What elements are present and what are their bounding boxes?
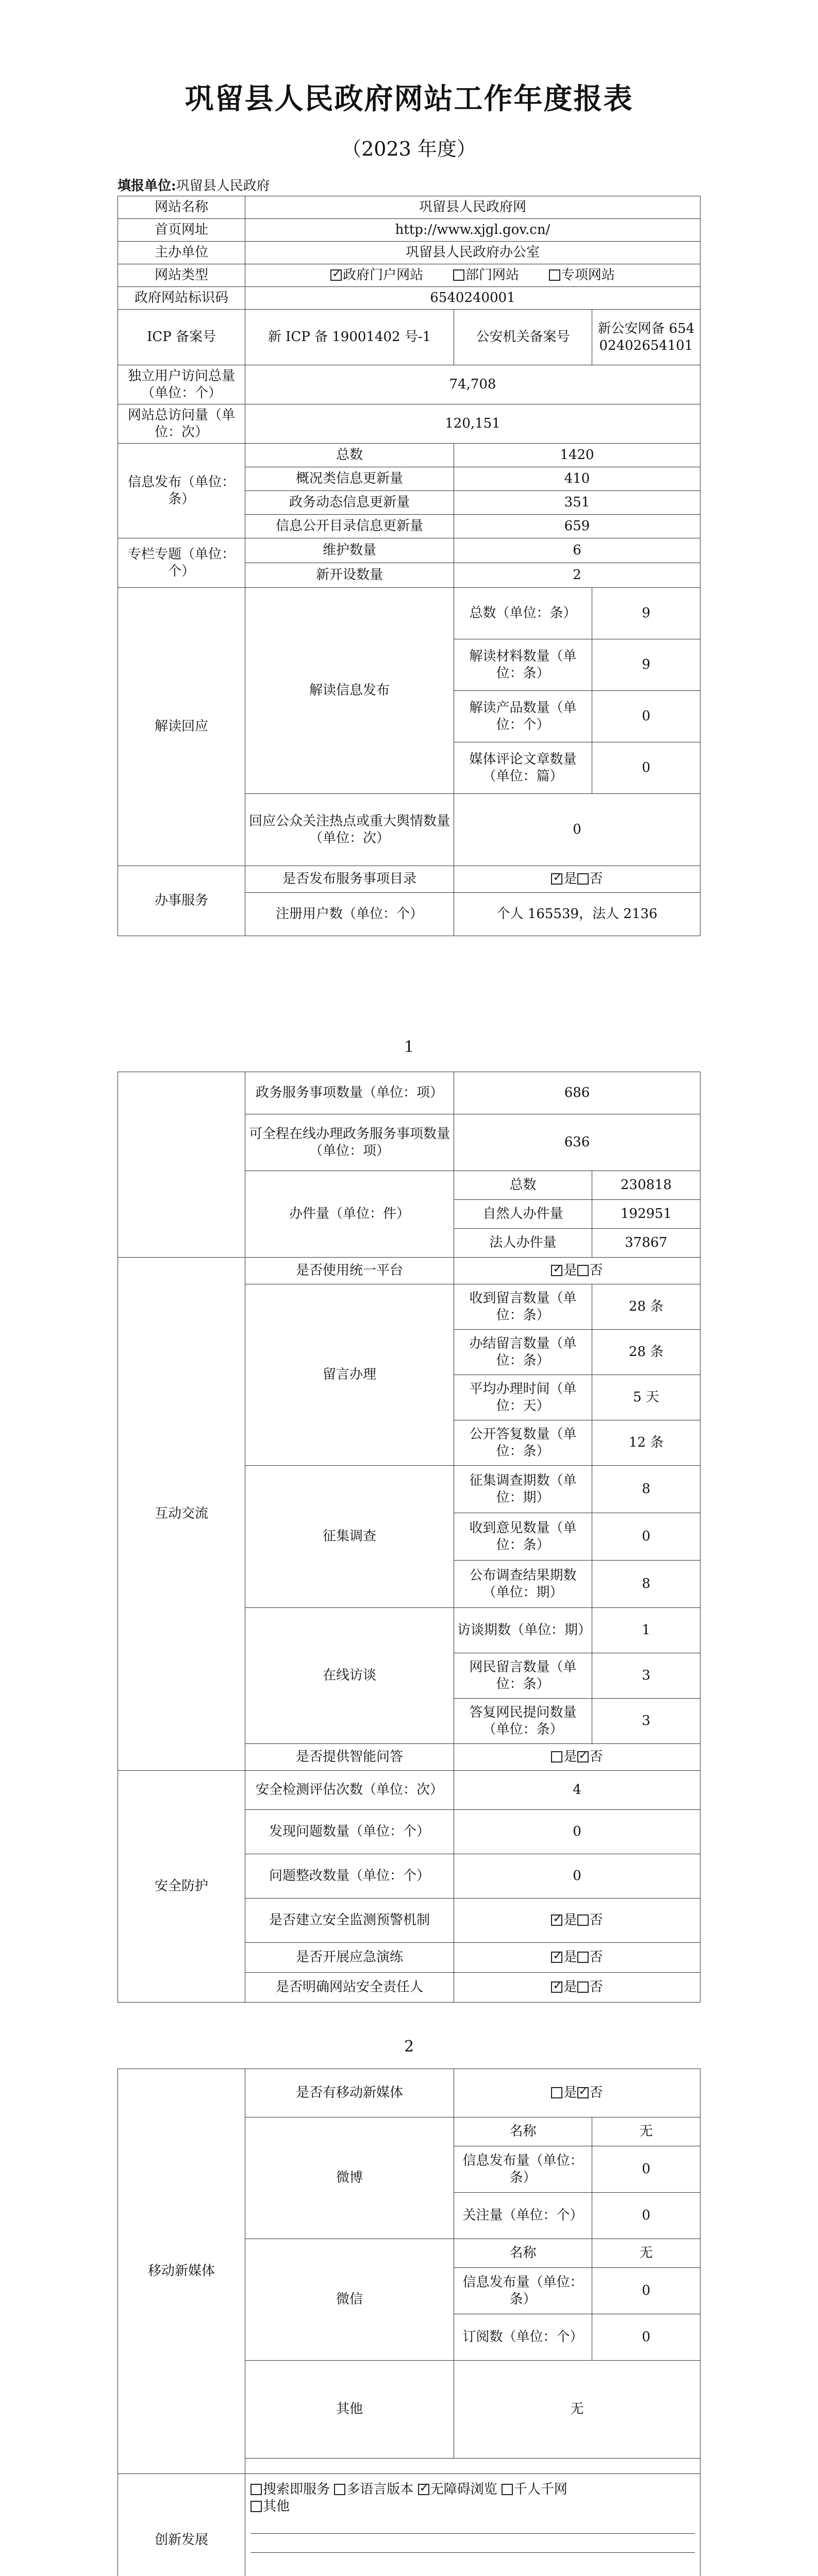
table-page-1 bbox=[118, 196, 700, 936]
checkbox-empty-icon bbox=[551, 1751, 562, 1762]
wechat-row-value: 无 bbox=[592, 2239, 700, 2268]
checkbox-checked-icon bbox=[577, 1751, 589, 1762]
info-row-value: 659 bbox=[454, 515, 700, 538]
label-total-views: 网站总访问量（单位：次） bbox=[118, 404, 245, 444]
reg-users: 个人 165539，法人 2136 bbox=[454, 893, 700, 936]
msg-row-label: 平均办理时间（单位：天） bbox=[454, 1375, 592, 1420]
filler-unit: 填报单位:巩留县人民政府 bbox=[118, 178, 270, 194]
police-number: 新公安网备 65402402654101 bbox=[592, 310, 700, 365]
interpret-row-value: 9 bbox=[592, 639, 700, 691]
items-value: 686 bbox=[454, 1072, 700, 1114]
label-responsible: 是否明确网站安全责任人 bbox=[245, 1973, 454, 2003]
checkbox-empty-icon bbox=[577, 1981, 589, 1993]
platform-yes-no: ✓ 是 否 bbox=[454, 1258, 700, 1284]
msg-row-value: 5 天 bbox=[592, 1375, 700, 1420]
label-talk: 在线访谈 bbox=[245, 1608, 454, 1744]
wechat-row-value: 0 bbox=[592, 2314, 700, 2361]
drill-yes-no: ✓ 是 否 bbox=[454, 1943, 700, 1973]
label-host: 主办单位 bbox=[118, 242, 245, 264]
label-other-media: 其他 bbox=[245, 2361, 454, 2459]
survey-row-value: 8 bbox=[592, 1561, 700, 1608]
label-weibo: 微博 bbox=[245, 2117, 454, 2239]
weibo-row-value: 0 bbox=[592, 2193, 700, 2239]
interpret-row-value: 9 bbox=[592, 588, 700, 639]
interpret-row-label: 解读产品数量（单位：个） bbox=[454, 691, 592, 742]
case-row-value: 192951 bbox=[592, 1200, 700, 1229]
checkbox-empty-icon bbox=[551, 2087, 562, 2098]
label-security: 安全防护 bbox=[118, 1771, 245, 2003]
msg-row-value: 12 条 bbox=[592, 1420, 700, 1466]
label-service: 办事服务 bbox=[118, 866, 245, 936]
weibo-row-value: 无 bbox=[592, 2117, 700, 2146]
wechat-row-label: 名称 bbox=[454, 2239, 592, 2268]
checkbox-empty-icon bbox=[577, 1265, 589, 1276]
msg-row-label: 收到留言数量（单位：条） bbox=[454, 1284, 592, 1330]
label-wechat: 微信 bbox=[245, 2239, 454, 2361]
responsible-yes-no: ✓ 是 否 bbox=[454, 1973, 700, 2003]
security-row-label: 问题整改数量（单位：个） bbox=[245, 1854, 454, 1899]
label-mobile: 移动新媒体 bbox=[118, 2069, 245, 2474]
survey-row-label: 公布调查结果期数（单位：期） bbox=[454, 1561, 592, 1608]
info-row-value: 1420 bbox=[454, 444, 700, 467]
interpret-row-label: 总数（单位：条） bbox=[454, 588, 592, 639]
checkbox-empty-icon bbox=[577, 873, 589, 885]
label-drill: 是否开展应急演练 bbox=[245, 1943, 454, 1973]
msg-row-label: 办结留言数量（单位：条） bbox=[454, 1330, 592, 1375]
talk-row-value: 3 bbox=[592, 1699, 700, 1744]
label-site-type: 网站类型 bbox=[118, 264, 245, 287]
label-smart-qa: 是否提供智能问答 bbox=[245, 1744, 454, 1771]
total-views: 120,151 bbox=[245, 404, 700, 444]
info-row-value: 351 bbox=[454, 491, 700, 515]
interpret-row-label: 解读材料数量（单位：条） bbox=[454, 639, 592, 691]
msg-row-value: 28 条 bbox=[592, 1330, 700, 1375]
has-mobile-yes-no: 是✓ 否 bbox=[454, 2069, 700, 2117]
icp-number: 新 ICP 备 19001402 号-1 bbox=[245, 310, 454, 365]
weibo-row-label: 信息发布量（单位：条） bbox=[454, 2146, 592, 2193]
checkbox-empty-icon bbox=[251, 2484, 262, 2495]
label-survey: 征集调查 bbox=[245, 1466, 454, 1608]
label-online: 可全程在线办理政务服务事项数量（单位：项） bbox=[245, 1114, 454, 1171]
label-catalog: 是否发布服务事项目录 bbox=[245, 866, 454, 893]
smart-qa-yes-no: 是✓ 否 bbox=[454, 1744, 700, 1771]
msg-row-label: 公开答复数量（单位：条） bbox=[454, 1420, 592, 1466]
label-monitor: 是否建立安全监测预警机制 bbox=[245, 1899, 454, 1943]
checkbox-checked-icon bbox=[330, 269, 342, 281]
checkbox-checked-icon bbox=[551, 873, 562, 885]
checkbox-checked-icon bbox=[577, 2087, 589, 2098]
page-number: 2 bbox=[404, 2038, 414, 2056]
case-row-label: 总数 bbox=[454, 1171, 592, 1200]
wechat-row-label: 信息发布量（单位：条） bbox=[454, 2268, 592, 2314]
label-platform: 是否使用统一平台 bbox=[245, 1258, 454, 1284]
label-response: 回应公众关注热点或重大舆情数量（单位：次） bbox=[245, 794, 454, 866]
info-row-label: 信息公开目录信息更新量 bbox=[245, 515, 454, 538]
checkbox-empty-icon bbox=[549, 269, 560, 281]
site-url: http://www.xjgl.gov.cn/ bbox=[245, 219, 700, 242]
unique-users: 74,708 bbox=[245, 365, 700, 404]
monitor-yes-no: ✓ 是 否 bbox=[454, 1899, 700, 1943]
survey-row-value: 0 bbox=[592, 1513, 700, 1561]
label-cases: 办件量（单位：件） bbox=[245, 1171, 454, 1258]
talk-row-value: 3 bbox=[592, 1653, 700, 1699]
column-row-label: 维护数量 bbox=[245, 538, 454, 563]
checkbox-checked-icon bbox=[551, 1981, 562, 1993]
survey-row-label: 征集调查期数（单位：期） bbox=[454, 1466, 592, 1513]
label-site-name: 网站名称 bbox=[118, 196, 245, 219]
checkbox-empty-icon bbox=[502, 2484, 513, 2495]
catalog-yes-no: ✓ 是 否 bbox=[454, 866, 700, 893]
label-msg: 留言办理 bbox=[245, 1284, 454, 1466]
interpret-row-label: 媒体评论文章数量（单位：篇） bbox=[454, 742, 592, 794]
weibo-row-value: 0 bbox=[592, 2146, 700, 2193]
checkbox-empty-icon bbox=[251, 2501, 262, 2512]
weibo-row-label: 名称 bbox=[454, 2117, 592, 2146]
label-interpret: 解读回应 bbox=[118, 588, 245, 866]
security-row-value: 0 bbox=[454, 1854, 700, 1899]
checkbox-empty-icon bbox=[577, 1914, 589, 1926]
innovation-options: 搜索即服务 多语言版本 ✓ 无障碍浏览 千人千网 其他 bbox=[245, 2474, 700, 2576]
label-has-mobile: 是否有移动新媒体 bbox=[245, 2069, 454, 2117]
info-row-label: 总数 bbox=[245, 444, 454, 467]
weibo-row-label: 关注量（单位：个） bbox=[454, 2193, 592, 2239]
other-media-value: 无 bbox=[454, 2361, 700, 2459]
label-items: 政务服务事项数量（单位：项） bbox=[245, 1072, 454, 1114]
security-row-value: 0 bbox=[454, 1810, 700, 1854]
label-info-publish: 信息发布（单位：条） bbox=[118, 444, 245, 538]
checkbox-checked-icon bbox=[551, 1952, 562, 1963]
label-interact: 互动交流 bbox=[118, 1258, 245, 1771]
response-value: 0 bbox=[454, 794, 700, 866]
site-host: 巩留县人民政府办公室 bbox=[245, 242, 700, 264]
table-page-3 bbox=[118, 2069, 700, 2576]
label-police: 公安机关备案号 bbox=[454, 310, 592, 365]
talk-row-value: 1 bbox=[592, 1608, 700, 1653]
checkbox-empty-icon bbox=[577, 1952, 589, 1963]
label-url: 首页网址 bbox=[118, 219, 245, 242]
wechat-row-label: 订阅数（单位：个） bbox=[454, 2314, 592, 2361]
info-row-label: 概况类信息更新量 bbox=[245, 467, 454, 491]
column-row-label: 新开设数量 bbox=[245, 563, 454, 588]
case-row-label: 法人办件量 bbox=[454, 1229, 592, 1258]
label-reg-users: 注册用户数（单位：个） bbox=[245, 893, 454, 936]
info-row-value: 410 bbox=[454, 467, 700, 491]
online-value: 636 bbox=[454, 1114, 700, 1171]
checkbox-checked-icon bbox=[551, 1265, 562, 1276]
report-year: （2023 年度） bbox=[342, 138, 476, 160]
site-id: 6540240001 bbox=[245, 287, 700, 310]
checkbox-checked-icon bbox=[551, 1914, 562, 1926]
label-icp: ICP 备案号 bbox=[118, 310, 245, 365]
case-row-value: 230818 bbox=[592, 1171, 700, 1200]
interpret-row-value: 0 bbox=[592, 742, 700, 794]
case-row-label: 自然人办件量 bbox=[454, 1200, 592, 1229]
info-row-label: 政务动态信息更新量 bbox=[245, 491, 454, 515]
msg-row-value: 28 条 bbox=[592, 1284, 700, 1330]
security-row-label: 发现问题数量（单位：个） bbox=[245, 1810, 454, 1854]
label-unique-users: 独立用户访问总量（单位：个） bbox=[118, 365, 245, 404]
column-row-value: 2 bbox=[454, 563, 700, 588]
talk-row-label: 访谈期数（单位：期） bbox=[454, 1608, 592, 1653]
label-innovation: 创新发展 bbox=[118, 2474, 245, 2576]
site-type-options: ✓ 政府门户网站 部门网站 专项网站 bbox=[245, 264, 700, 287]
report-title: 巩留县人民政府网站工作年度报表 bbox=[185, 82, 633, 116]
talk-row-label: 答复网民提问数量（单位：条） bbox=[454, 1699, 592, 1744]
site-name: 巩留县人民政府网 bbox=[245, 196, 700, 219]
table-page-2 bbox=[118, 1072, 700, 2003]
survey-row-label: 收到意见数量（单位：条） bbox=[454, 1513, 592, 1561]
label-column: 专栏专题（单位：个） bbox=[118, 538, 245, 588]
column-row-value: 6 bbox=[454, 538, 700, 563]
checkbox-empty-icon bbox=[334, 2484, 345, 2495]
checkbox-checked-icon bbox=[418, 2484, 429, 2495]
label-site-id: 政府网站标识码 bbox=[118, 287, 245, 310]
label-interpret-publish: 解读信息发布 bbox=[245, 588, 454, 794]
case-row-value: 37867 bbox=[592, 1229, 700, 1258]
page-number: 1 bbox=[404, 1038, 414, 1056]
survey-row-value: 8 bbox=[592, 1466, 700, 1513]
checkbox-empty-icon bbox=[453, 269, 464, 281]
security-row-label: 安全检测评估次数（单位：次） bbox=[245, 1771, 454, 1810]
wechat-row-value: 0 bbox=[592, 2268, 700, 2314]
security-row-value: 4 bbox=[454, 1771, 700, 1810]
talk-row-label: 网民留言数量（单位：条） bbox=[454, 1653, 592, 1699]
interpret-row-value: 0 bbox=[592, 691, 700, 742]
